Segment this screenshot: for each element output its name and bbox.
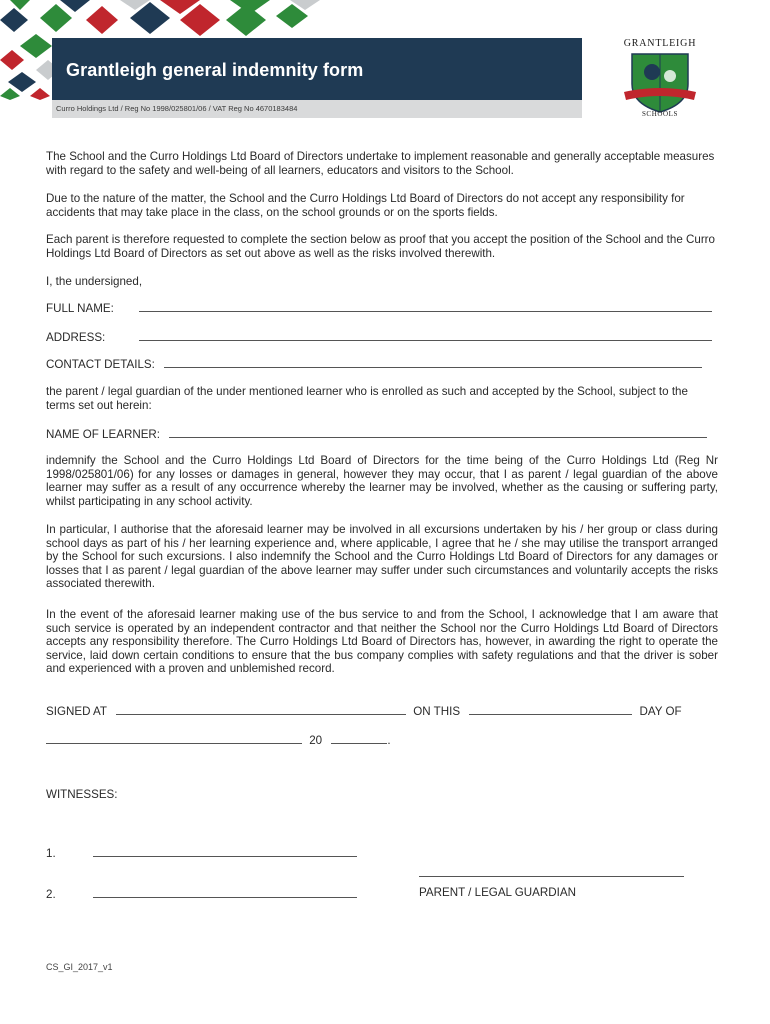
address-row [46,330,712,344]
witness-1-row [46,846,357,860]
address-label: ADDRESS: [46,331,106,344]
contact-details-row [46,357,702,371]
witnesses-label: WITNESSES: [46,788,118,801]
registration-details: Curro Holdings Ltd / Reg No 1998/025801/06 / VAT Reg No 4670183484 [56,104,298,113]
month-field[interactable] [46,733,302,744]
witness-1-field[interactable] [93,846,357,857]
full-name-row [46,301,712,315]
parent-guardian-label: PARENT / LEGAL GUARDIAN [419,886,576,899]
learner-name-label: NAME OF LEARNER: [46,428,161,441]
year-prefix: 20 [309,734,323,747]
learner-name-row [46,427,707,441]
learner-name-field[interactable] [169,427,707,438]
witness-1-label: 1. [46,847,56,860]
logo-subtitle: SCHOOLS [641,110,679,118]
undersigned-text: I, the undersigned, [46,275,143,288]
witness-2-field[interactable] [93,887,357,898]
year-suffix: . [387,734,391,747]
day-field[interactable] [469,704,632,715]
witness-2-row [46,887,357,901]
signed-at-field[interactable] [116,704,406,715]
witness-2-label: 2. [46,888,56,901]
paragraph-3: Each parent is therefore requested to complete the section below as proof that you accept the position of the School and the Curro Holdings Ltd Board of Directors as set out above as well as the risks involved therewith. [46,233,715,260]
year-field[interactable] [331,733,387,744]
contact-details-field[interactable] [164,357,702,368]
address-field[interactable] [139,330,712,341]
full-name-field[interactable] [139,301,712,312]
form-code: CS_GI_2017_v1 [46,962,113,972]
parent-signature-line[interactable] [419,876,684,877]
on-this-label: ON THIS [413,705,461,718]
day-of-label: DAY OF [639,705,682,718]
paragraph-1: The School and the Curro Holdings Ltd Board of Directors undertake to implement reasonable and generally acceptable measures with regard to the safety and well-being of all learners, educators and visitors to the School. [46,150,715,177]
parent-statement: the parent / legal guardian of the under mentioned learner who is enrolled as such and accepted by the School, subject to the terms set out herein: [46,385,688,412]
paragraph-bus-service: In the event of the aforesaid learner making use of the bus service to and from the School, I acknowledge that I am aware that such service is operated by an independent contractor and that neither the School nor the Curro Holdings Ltd Board of Directors accepts any responsibility therefore. The Curro Holdings Ltd Board of Directors has, however, in awarding the right to operate the service, laid down certain conditions to ensure that the bus company complies with safety regulations and that the driver is sober and experienced with a proven and unblemished record. [46,608,718,676]
signed-at-row [46,704,682,718]
form-title: Grantleigh general indemnity form [66,60,364,80]
paragraph-indemnify: indemnify the School and the Curro Holdings Ltd Board of Directors for the time being of the Curro Holdings Ltd (Reg Nr 1998/025801/06) for any losses or damages in general, however they may occur, that I as parent / legal guardian of the above learner may suffer as a result of any occurrence whereby the learner may be involved, whether as the causing or suffering party, whilst participating in any school activity. [46,454,718,508]
paragraph-excursions: In particular, I authorise that the aforesaid learner may be involved in all excursions undertaken by his / her group or class during school days as part of his / her learning experience and, where applicable, I agree that he / she may utilise the transport arranged by the School for such excursions. I also indemnify the School and the Curro Holdings Ltd Board of Directors for any damages or losses that I as parent / legal guardian of the above learner may suffer under such circumstances and voluntarily accepts the risks associated therewith. [46,523,718,591]
contact-details-label: CONTACT DETAILS: [46,358,155,371]
date-row [46,733,391,747]
logo-name: GRANTLEIGH [623,38,697,49]
full-name-label: FULL NAME: [46,302,114,315]
paragraph-2: Due to the nature of the matter, the School and the Curro Holdings Ltd Board of Directors do not accept any responsibility for accidents that may take place in the class, on the school grounds or on the sports fields. [46,192,685,219]
signed-at-label: SIGNED AT [46,705,107,718]
